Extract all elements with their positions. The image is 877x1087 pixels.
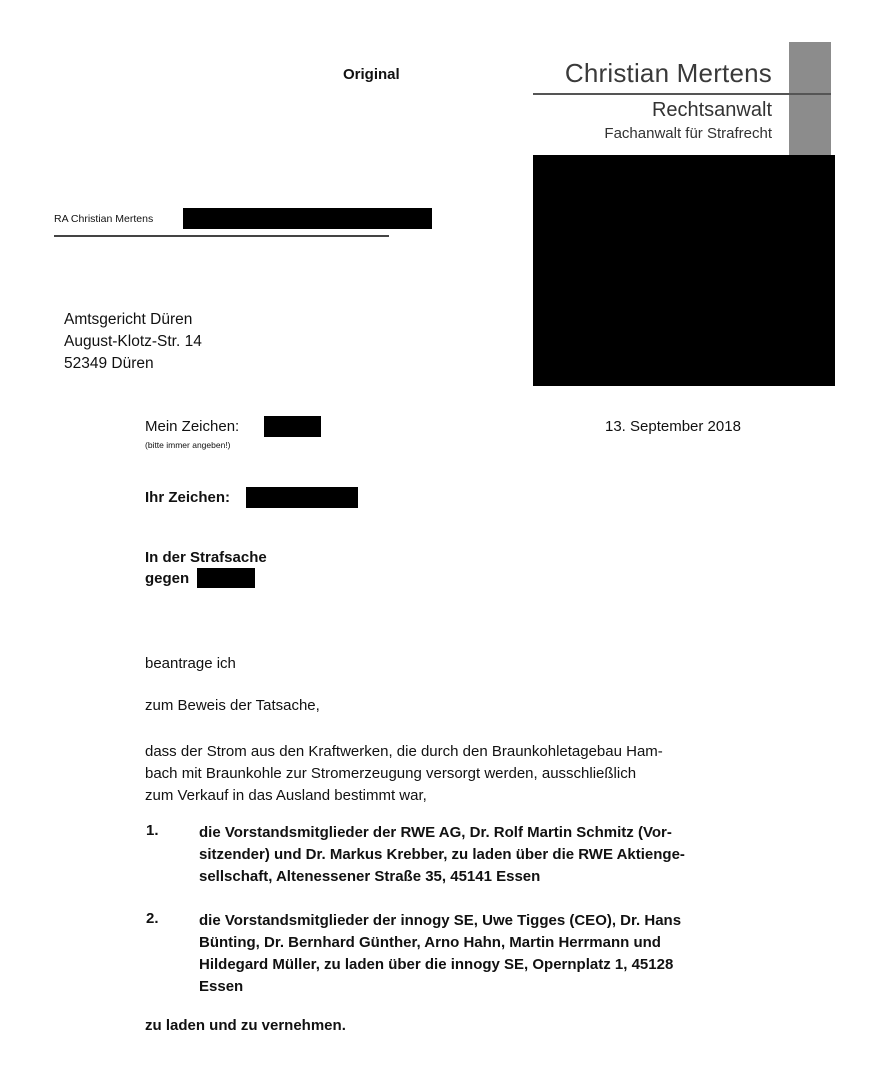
list-item-line: Bünting, Dr. Bernhard Günther, Arno Hahn, Martin Herrmann und xyxy=(199,934,661,951)
my-reference-note: (bitte immer angeben!) xyxy=(145,440,231,450)
paragraph-line: dass der Strom aus den Kraftwerken, die durch den Braunkohletagebau Ham- xyxy=(145,743,663,760)
redaction-block-letterhead xyxy=(533,155,835,386)
recipient-line-3: 52349 Düren xyxy=(64,355,154,372)
letterhead-name: Christian Mertens xyxy=(564,58,772,88)
list-item-line: sellschaft, Altenessener Straße 35, 45141 Essen xyxy=(199,868,541,885)
list-item-line: Essen xyxy=(199,978,244,995)
paragraph-line: bach mit Braunkohle zur Stromerzeugung versorgt werden, ausschließlich xyxy=(145,765,637,782)
redaction-sender-address xyxy=(183,208,432,229)
sender-return-address: RA Christian Mertens xyxy=(54,213,154,225)
body-paragraph-2: zum Beweis der Tatsache, xyxy=(145,697,320,714)
recipient-address xyxy=(64,309,202,375)
paragraph-line: zum Verkauf in das Ausland bestimmt war, xyxy=(145,787,427,804)
sender-divider xyxy=(54,235,389,237)
list-item xyxy=(199,910,765,998)
case-against-label: gegen xyxy=(145,570,190,587)
list-item-number: 1. xyxy=(146,822,159,839)
closing-line: zu laden und zu vernehmen. xyxy=(145,1017,346,1034)
body-paragraph-1: beantrage ich xyxy=(145,655,236,672)
letterhead-subtitle: Fachanwalt für Strafrecht xyxy=(604,125,772,142)
my-reference-label: Mein Zeichen: xyxy=(145,418,240,435)
recipient-line-2: August-Klotz-Str. 14 xyxy=(64,333,202,350)
your-reference-label: Ihr Zeichen: xyxy=(145,489,231,506)
letter-date: 13. September 2018 xyxy=(605,418,741,435)
list-item xyxy=(199,822,765,888)
body-paragraph-3 xyxy=(145,741,765,807)
list-item-line: Hildegard Müller, zu laden über die innogy SE, Opernplatz 1, 45128 xyxy=(199,956,674,973)
recipient-line-1: Amtsgericht Düren xyxy=(64,311,193,328)
list-item-line: die Vorstandsmitglieder der RWE AG, Dr. Rolf Martin Schmitz (Vor- xyxy=(199,824,672,841)
redaction-my-reference xyxy=(264,416,321,437)
list-item-line: die Vorstandsmitglieder der innogy SE, Uwe Tigges (CEO), Dr. Hans xyxy=(199,912,682,929)
redaction-your-reference xyxy=(246,487,358,508)
letterhead-title: Rechtsanwalt xyxy=(651,99,772,121)
list-item-number: 2. xyxy=(146,910,159,927)
case-heading: In der Strafsache xyxy=(145,549,267,566)
redaction-defendant-name xyxy=(197,568,255,588)
original-stamp: Original xyxy=(343,66,400,83)
letterhead-divider xyxy=(533,93,831,95)
letterhead-accent-bar xyxy=(789,42,831,156)
list-item-line: sitzender) und Dr. Markus Krebber, zu laden über die RWE Aktienge- xyxy=(199,846,685,863)
